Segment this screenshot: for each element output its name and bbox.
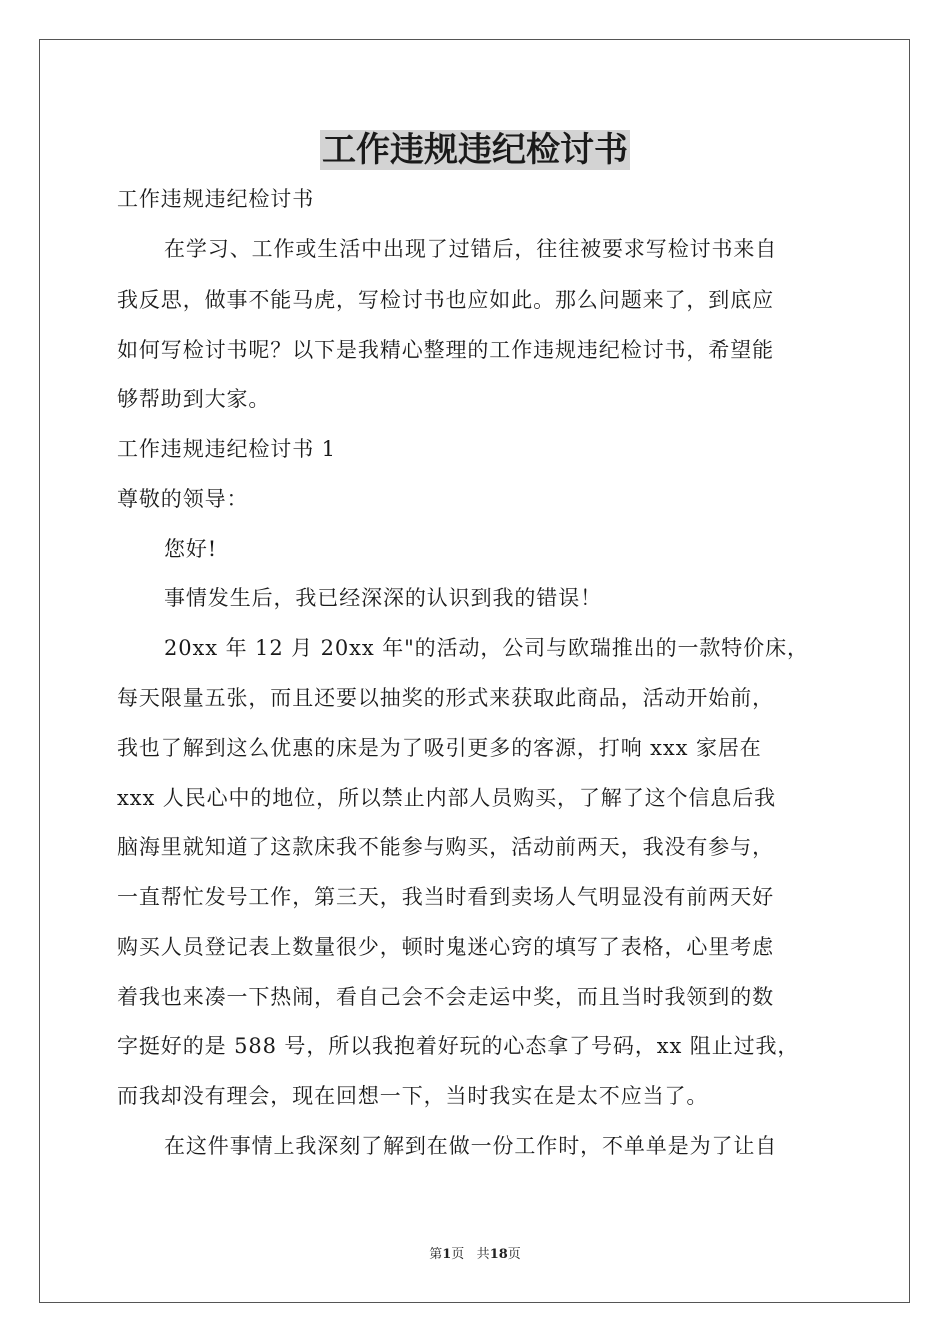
total-suffix: 页	[507, 1247, 521, 1262]
paragraph-line: 购买人员登记表上数量很少，顿时鬼迷心窍的填写了表格，心里考虑	[117, 935, 774, 959]
paragraph-line: 事情发生后，我已经深深的认识到我的错误！	[164, 586, 602, 610]
section-heading: 工作违规违纪检讨书 1	[117, 437, 336, 461]
paragraph-line: 着我也来凑一下热闹，看自己会不会走运中奖，而且当时我领到的数	[117, 985, 774, 1009]
page-border	[39, 39, 910, 1303]
paragraph-line: 如何写检讨书呢？以下是我精心整理的工作违规违纪检讨书，希望能	[117, 338, 774, 362]
total-pages: 18	[489, 1247, 508, 1262]
greeting: 您好!	[164, 537, 218, 561]
paragraph-line: 而我却没有理会，现在回想一下，当时我实在是太不应当了。	[117, 1084, 709, 1108]
subtitle-line: 工作违规违纪检讨书	[117, 187, 315, 211]
paragraph-line: 我反思，做事不能马虎，写检讨书也应如此。那么问题来了，到底应	[117, 288, 774, 312]
paragraph-line: 字挺好的是 588 号，所以我抱着好玩的心态拿了号码，xx 阻止过我，	[117, 1034, 800, 1058]
paragraph-line: 20xx 年 12 月 20xx 年"的活动，公司与欧瑞推出的一款特价床，	[164, 636, 809, 660]
paragraph-line: xxx 人民心中的地位，所以禁止内部人员购买，了解了这个信息后我	[117, 786, 777, 810]
document-title	[0, 126, 950, 174]
paragraph-line: 一直帮忙发号工作，第三天，我当时看到卖场人气明显没有前两天好	[117, 885, 774, 909]
salutation: 尊敬的领导：	[117, 487, 249, 511]
paragraph-line: 每天限量五张，而且还要以抽奖的形式来获取此商品，活动开始前，	[117, 686, 774, 710]
paragraph-line: 我也了解到这么优惠的床是为了吸引更多的客源，打响 xxx 家居在	[117, 736, 762, 760]
document-title-text: 工作违规违纪检讨书	[322, 130, 628, 170]
page-suffix: 页	[451, 1247, 465, 1262]
page-footer	[0, 1246, 950, 1264]
page-current: 1	[442, 1247, 452, 1262]
paragraph-line: 在这件事情上我深刻了解到在做一份工作时，不单单是为了让自	[164, 1134, 778, 1158]
page-prefix: 第	[429, 1247, 443, 1262]
total-prefix: 共	[476, 1247, 490, 1262]
paragraph-line: 脑海里就知道了这款床我不能参与购买，活动前两天，我没有参与，	[117, 835, 774, 859]
paragraph-line: 够帮助到大家。	[117, 387, 271, 411]
paragraph-line: 在学习、工作或生活中出现了过错后，往往被要求写检讨书来自	[164, 237, 778, 261]
